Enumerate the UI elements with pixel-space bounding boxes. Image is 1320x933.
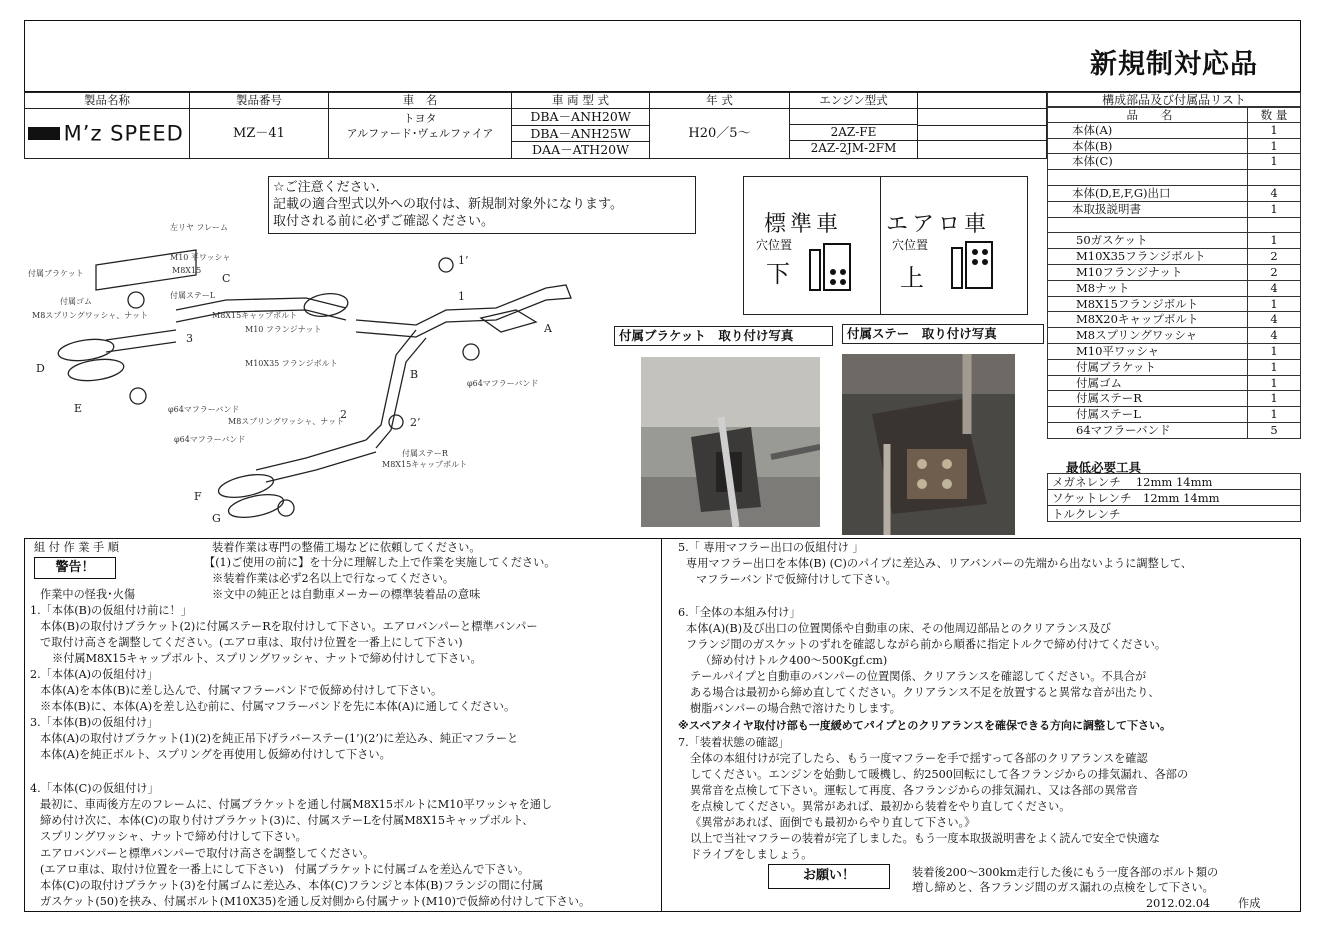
stay-photo: [842, 354, 1015, 535]
diagram-letter: G: [212, 512, 221, 525]
step-text: テールパイプと自動車のバンパーの位置関係、クリアランスを確認してください。不具合が: [690, 670, 1147, 683]
step-text: 専用マフラー出口を本体(B) (C)のパイプに差込み、リアバンパーの先端から出ないように調整して、: [686, 557, 1193, 570]
step-text: で取付け高さを調整してください。(エアロ車は、取付け位置を一番上にして下さい): [40, 636, 463, 649]
instructions-divider: [661, 538, 662, 912]
parts-row-name: M10X35フランジボルト: [1048, 249, 1248, 264]
parts-row-qty: 4: [1270, 185, 1278, 200]
tools-title: 最低必要工具: [1066, 460, 1142, 475]
parts-list: [1047, 92, 1301, 439]
brand-cell: [25, 109, 190, 159]
parts-rows: [1047, 123, 1301, 439]
parts-row-name: 本体(D,E,F,G)出口: [1048, 186, 1248, 201]
col-car-model: 車 両 型 式: [512, 93, 650, 109]
parts-row-qty: 1: [1270, 138, 1278, 153]
step-text: （締め付けトルク400～500Kgf.cm): [700, 654, 888, 667]
parts-row-qty: 4: [1270, 312, 1278, 327]
parts-row-name: [1048, 170, 1248, 185]
parts-row-qty: 4: [1270, 328, 1278, 343]
diagram-letter: 2: [340, 408, 347, 421]
parts-row-name: [1048, 218, 1248, 233]
parts-row-name: M10フランジナット: [1048, 265, 1248, 280]
parts-row-name: M8スプリングワッシャ: [1048, 328, 1248, 343]
brand-name: M’z SPEED: [63, 121, 184, 145]
mount-divider: [880, 176, 881, 315]
parts-row-name: 付属ゴム: [1048, 376, 1248, 391]
parts-row-name: M8X20キャップボルト: [1048, 312, 1248, 327]
standard-hole-label: 穴位置: [756, 238, 793, 252]
parts-row: [1047, 265, 1301, 281]
parts-row-qty: 1: [1270, 154, 1278, 169]
warning-line: ※文中の純正とは自動車メーカーの標準装着品の意味: [212, 588, 481, 601]
request-badge: お願い！: [768, 864, 890, 889]
caution-line: 記載の適合型式以外への取付は、新規制対象外になります。: [273, 197, 623, 212]
step-text: 本体(A)(B)及び出口の位置関係や自動車の床、その他周辺部品とのクリアランス及び: [686, 622, 1111, 635]
col-engine: エンジン型式: [790, 93, 918, 109]
step-title: 5.「 専用マフラー出口の仮組付け 」: [678, 541, 864, 554]
parts-row-name: M8X15フランジボルト: [1048, 297, 1248, 312]
stay-photo-caption: 付属ステー 取り付け写真: [842, 324, 1044, 344]
parts-row-name: 本体(B): [1048, 139, 1248, 154]
col-year: 年 式: [650, 93, 790, 109]
hazard-label: 作業中の怪我･火傷: [40, 588, 136, 601]
step-text: 本体(C)の取付けブラケット(3)を付属ゴムに差込み、本体(C)フランジと本体(B)フランジの間に付属: [40, 879, 544, 892]
brand-logo-bar: [28, 127, 60, 140]
aero-pos-label: 上: [900, 264, 924, 292]
diagram-label: 付属ステーR: [402, 449, 448, 458]
parts-row: [1047, 297, 1301, 313]
parts-row: [1047, 423, 1301, 439]
diagram-label: M10X35 フランジボルト: [245, 359, 338, 368]
warning-line: ※装着作業は必ず2名以上で行なってください。: [212, 572, 455, 585]
diagram-label: M10 平ワッシャ: [170, 253, 231, 262]
diagram-label: M10 フランジナット: [245, 325, 322, 334]
standard-car-label: 標準車: [764, 212, 843, 237]
model-1: DBA－ANH20W: [512, 109, 649, 126]
step-title: 2.「本体(A)の仮組付け」: [30, 668, 159, 681]
step-text: 全体の本組付けが完了したら、もう一度マフラーを手で揺すって各部のクリアランスを確認: [690, 752, 1148, 765]
doc-created: 作成: [1238, 897, 1261, 910]
car-name-cell: [329, 109, 512, 159]
caution-line: 取付される前に必ずご確認ください。: [273, 214, 495, 229]
col-car-name: 車 名: [329, 93, 512, 109]
parts-row: [1047, 139, 1301, 155]
step-text: 異常音を点検して下さい。運転して再度、各フランジからの排気漏れ、又は各部の異常音: [690, 784, 1138, 797]
product-number: MZ－41: [190, 109, 329, 159]
engine-2: 2AZ-2JM-2FM: [790, 140, 917, 156]
parts-row-name: 付属ブラケット: [1048, 360, 1248, 375]
step-title: 3.「本体(B)の仮組付け」: [30, 716, 159, 729]
model-3: DAA－ATH20W: [532, 142, 629, 157]
parts-row-name: M8ナット: [1048, 281, 1248, 296]
parts-row-qty: 1: [1270, 233, 1278, 248]
step-title: 4.「本体(C)の仮組付け」: [30, 782, 159, 795]
aero-hole-label: 穴位置: [892, 238, 929, 252]
col-blank: [918, 93, 1047, 109]
step-text: ※本体(B)に、本体(A)を差し込む前に、付属マフラーバンドを先に本体(A)に通してください。: [40, 700, 516, 713]
parts-row-qty: 1: [1270, 407, 1278, 422]
bracket-photo-caption: 付属ブラケット 取り付け写真: [614, 326, 833, 346]
warning-badge: 警告！: [34, 557, 116, 579]
diagram-letter: D: [36, 362, 45, 375]
parts-row-name: 本体(C): [1048, 154, 1248, 169]
parts-row-name: 本取扱説明書: [1048, 202, 1248, 217]
parts-row-qty: 1: [1270, 359, 1278, 374]
parts-row-qty: [1248, 218, 1300, 233]
diagram-label: 付属ステーL: [170, 291, 216, 300]
request-line: 増し締めと、各フランジ間のガス漏れの点検をして下さい。: [912, 881, 1214, 894]
diagram-label: φ64マフラーバンド: [467, 379, 539, 388]
parts-list-title: 構成部品及び付属品リスト: [1047, 92, 1301, 107]
step-title: 7.「装着状態の確認」: [678, 736, 790, 749]
step-title: 1.「本体(B)の仮組付け前に！」: [30, 604, 192, 617]
parts-row-name: 付属ステーR: [1048, 391, 1248, 406]
parts-row-qty: 1: [1270, 375, 1278, 390]
car-maker: トヨタ: [403, 111, 437, 125]
parts-row: [1047, 186, 1301, 202]
parts-row-qty: 1: [1270, 201, 1278, 216]
diagram-label: M8スプリングワッシャ、ナット: [228, 417, 345, 426]
engine-1: 2AZ-FE: [830, 125, 877, 140]
step-note: ※スペアタイヤ取付け部も一度緩めてパイプとのクリアランスを確保できる方向に調整して下さい。: [678, 719, 1172, 732]
step-text: (エアロ車は、取付け位置を一番上にして下さい) 付属ブラケットに付属ゴムを差込んで下さい。: [40, 863, 530, 876]
step-text: 以上で当社マフラーの装着が完了しました。もう一度本取扱説明書をよく読んで安全で快適な: [690, 832, 1160, 845]
step-title: 6.「全体の本組み付け」: [678, 606, 801, 619]
parts-row: [1047, 312, 1301, 328]
car-name: アルファード･ヴェルファイア: [346, 126, 494, 140]
engine-cell: [790, 109, 918, 159]
diagram-label: 付属ブラケット: [28, 269, 84, 278]
parts-row: [1047, 344, 1301, 360]
parts-row: [1047, 154, 1301, 170]
models-cell: [512, 109, 650, 159]
instructions-heading: 組 付 作 業 手 順: [34, 541, 119, 554]
diagram-label: M8スプリングワッシャ、ナット: [32, 311, 149, 320]
parts-row-qty: 4: [1270, 280, 1278, 295]
diagram-letter: 2’: [410, 416, 421, 429]
parts-row-qty: 1: [1270, 122, 1278, 137]
model-2: DBA－ANH25W: [512, 126, 649, 143]
parts-col-qty: 数 量: [1260, 108, 1288, 122]
year-cell: H20／5～: [650, 109, 790, 159]
aero-bracket-icon: [948, 238, 998, 296]
step-text: ドライブをしましょう。: [690, 848, 813, 861]
warning-line: 【(1)ご使用の前に】を十分に理解した上で作業を実施してください。: [204, 556, 556, 569]
parts-row-qty: 2: [1270, 264, 1278, 279]
step-text: 最初に、車両後方左のフレームに、付属ブラケットを通し付属M8X15ボルトにM10平ワッシャを通し: [40, 798, 553, 811]
parts-row: [1047, 281, 1301, 297]
blank-cell: [918, 109, 1047, 159]
diagram-label: 付属ゴム: [60, 297, 92, 306]
aero-car-label: エアロ車: [886, 212, 991, 237]
parts-row-name: 50ガスケット: [1048, 233, 1248, 248]
parts-row: [1047, 407, 1301, 423]
parts-row: [1047, 249, 1301, 265]
spec-table: [24, 92, 1047, 159]
step-text: 締め付け次に、本体(C)の取り付けブラケット(3)に、付属ステーLを付属M8X15キャップボルト、: [40, 814, 534, 827]
diagram-letter: 3: [186, 332, 193, 345]
diagram-label: φ64マフラーバンド: [174, 435, 246, 444]
diagram-letter: F: [194, 490, 202, 503]
diagram-letter: 1’: [458, 254, 469, 267]
step-text: マフラーバンドで仮締付けして下さい。: [696, 573, 897, 586]
parts-row-qty: [1248, 170, 1300, 185]
parts-row: [1047, 233, 1301, 249]
bracket-photo: [641, 357, 820, 527]
parts-row-name: 付属ステーL: [1048, 407, 1248, 422]
step-text: フランジ間のガスケットのずれを確認しながら前から順番に指定トルクで締め付けてください。: [686, 638, 1167, 651]
step-text: ガスケット(50)を挟み、付属ボルト(M10X35)を通し反対側から付属ナット(M10)で仮締め付けして下さい。: [40, 895, 591, 908]
parts-col-name: 品 名: [1048, 108, 1248, 122]
tool-item: ソケットレンチ 12mm 14mm: [1047, 489, 1301, 506]
warning-line: 装着作業は専門の整備工場などに依頼してください。: [212, 541, 481, 554]
parts-row-name: 本体(A): [1048, 123, 1248, 138]
parts-row: [1047, 123, 1301, 139]
parts-row-qty: 2: [1270, 249, 1278, 264]
diagram-letter: E: [74, 402, 83, 415]
diagram-letter: C: [222, 272, 231, 285]
parts-row: [1047, 376, 1301, 392]
step-text: 本体(B)の取付けブラケット(2)に付属ステーRを取付けして下さい。エアロバンパーと標準バンパー: [40, 620, 538, 633]
page-title: 新規制対応品: [1090, 49, 1258, 80]
step-text: 本体(A)を純正ボルト、スプリングを再使用し仮締め付けして下さい。: [40, 748, 391, 761]
parts-row-name: M10平ワッシャ: [1048, 344, 1248, 359]
parts-row-qty: 1: [1270, 343, 1278, 358]
diagram-letter: A: [544, 322, 552, 335]
diagram-label: M8X15キャップボルト: [382, 460, 468, 469]
parts-row: [1047, 391, 1301, 407]
diagram-label: 左リヤ フレーム: [170, 223, 229, 232]
step-text: を点検してください。異常があれば、最初から装着をやり直してください。: [690, 800, 1071, 813]
doc-date: 2012.02.04: [1146, 897, 1211, 910]
col-product-number: 製品番号: [190, 93, 329, 109]
diagram-label: M8X15キャップボルト: [212, 311, 298, 320]
step-text: してください。エンジンを始動して暖機し、約2500回転にして各フランジからの排気漏れ、各部の: [690, 768, 1189, 781]
request-line: 装着後200～300km走行した後にもう一度各部のボルト類の: [912, 866, 1219, 879]
diagram-letter: B: [410, 368, 419, 381]
diagram-letter: 1: [458, 290, 465, 303]
parts-row: [1047, 328, 1301, 344]
col-product-name: 製品名称: [25, 93, 190, 109]
step-text: ある場合は最初から締め直してください。クリアランス不足を放置すると異常な音が出たり、: [690, 686, 1160, 699]
diagram-label: M8X15: [172, 266, 202, 275]
step-text: 本体(A)の取付けブラケット(1)(2)を純正吊下げラバーステー(1’)(2’)に差込み、純正マフラーと: [40, 732, 519, 745]
parts-row: [1047, 202, 1301, 218]
step-text: ※付属M8X15キャップボルト、スプリングワッシャ、ナットで締め付けして下さい。: [52, 652, 482, 665]
parts-row-qty: 5: [1270, 422, 1278, 437]
step-text: 樹脂バンパーの場合熱で溶けたりします。: [690, 702, 901, 715]
step-text: 《異常があれば、面倒でも最初からやり直して下さい。》: [690, 816, 976, 829]
standard-pos-label: 下: [766, 260, 790, 288]
parts-row: [1047, 218, 1301, 234]
parts-row-name: 64マフラーバンド: [1048, 423, 1248, 438]
parts-row-qty: 1: [1270, 296, 1278, 311]
diagram-label: φ64マフラーバンド: [168, 405, 240, 414]
step-text: スプリングワッシャ、ナットで締め付けして下さい。: [40, 830, 307, 843]
caution-line: ☆ご注意ください.: [273, 180, 380, 195]
step-text: エアロバンパーと標準バンパーで取付け高さを調整してください。: [40, 847, 375, 860]
tool-item: トルクレンチ: [1047, 505, 1301, 522]
parts-row: [1047, 170, 1301, 186]
standard-bracket-icon: [806, 240, 856, 298]
parts-row: [1047, 360, 1301, 376]
tool-item: メガネレンチ 12mm 14mm: [1047, 473, 1301, 490]
parts-row-qty: 1: [1270, 391, 1278, 406]
parts-list-header: [1047, 107, 1301, 123]
step-text: 本体(A)を本体(B)に差し込んで、付属マフラーバンドで仮締め付けして下さい。: [40, 684, 443, 697]
